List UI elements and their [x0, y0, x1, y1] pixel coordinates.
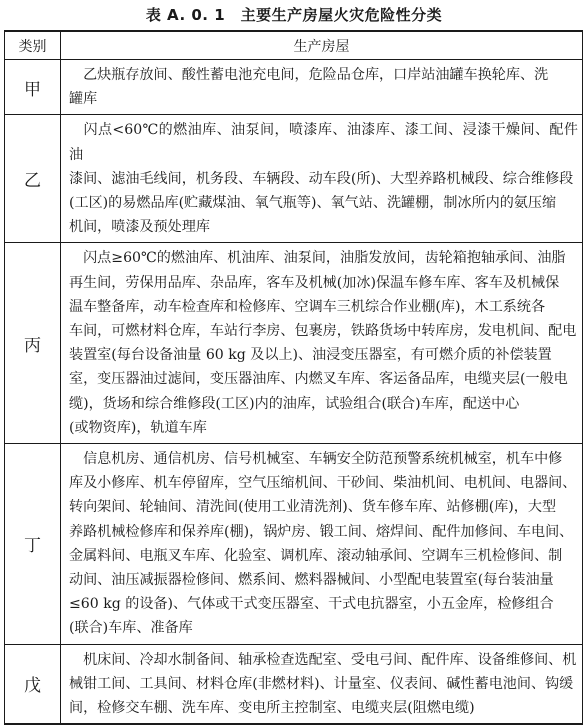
- description-cell: [61, 243, 583, 444]
- table-row-class-wu: [5, 644, 583, 724]
- description-line: 械钳工间、工具间、材料仓库(非燃材料)、计量室、仪表间、碱性蓄电池间、钩缓: [69, 675, 574, 692]
- category-cell: 丁: [5, 444, 61, 645]
- table-row-class-bing: [5, 243, 583, 444]
- description-cell: [61, 444, 583, 645]
- table-row-class-yi: [5, 115, 583, 243]
- category-cell: 甲: [5, 60, 61, 115]
- description-line: 转向架间、轮轴间、清洗间(使用工业清洗剂)、货车修车库、站修棚(库)，大型: [69, 499, 557, 516]
- description-line: 闪点<60℃的燃油库、油泵间，喷漆库、油漆库、漆工间、浸漆干燥间、配件油: [69, 122, 578, 163]
- description-line: (工区)的易燃品库(贮藏煤油、氧气瓶等)、氧气站、洗罐棚，制冰所内的氨压缩: [69, 195, 557, 212]
- description-line: 金属料间、电瓶叉车库、化验室、调机库、滚动轴承间、空调车三机检修间、制: [69, 547, 563, 564]
- description-line: ≤60 kg 的设备)、气体或干式变压器室、干式电抗器室，小五金库，检修组合: [69, 596, 554, 613]
- description-line: 室，变压器油过滤间，变压器油库、内燃叉车库、客运备品库，电缆夹层(一般电: [69, 371, 568, 388]
- description-line: 车间，可燃材料仓库，车站行李房、包裹房，铁路货场中转库房，发电机间、配电: [69, 323, 577, 340]
- description-line: 再生间，劳保用品库、杂品库，客车及机械(加冰)保温车修车库、客车及机械保: [69, 274, 560, 291]
- table-title: 表 A. 0. 1 主要生产房屋火灾危险性分类: [145, 6, 443, 24]
- description-cell: [61, 115, 583, 243]
- description-line: 机间，喷漆及预处理库: [69, 219, 210, 236]
- description-line: 动间、油压减振器检修间、燃系间、燃料器械间、小型配电装置室(每台装油量: [69, 572, 554, 589]
- description-line: 装置室(每台设备油量 60 kg 及以上)、油浸变压器室，有可燃介质的补偿装置: [69, 347, 552, 364]
- description-line: 漆间、滤油毛线间，机务段、车辆段、动车段(所)、大型养路机械段、综合维修段: [69, 170, 574, 187]
- description-line: (或物资库)，轨道车库: [69, 419, 207, 436]
- description-line: (联合)车库、准备库: [69, 620, 193, 637]
- fire-hazard-classification-table: [4, 30, 583, 725]
- category-cell: 丙: [5, 243, 61, 444]
- description-cell: [61, 60, 583, 115]
- description-line: 闪点≥60℃的燃油库、机油库、油泵间，油脂发放间，齿轮箱抱轴承间、油脂: [69, 250, 566, 267]
- header-category: 类别: [5, 31, 61, 60]
- description-line: 间，检修交车棚、洗车库、变电所主控制室、电缆夹层(阻燃电缆): [69, 700, 475, 717]
- description-line: 信息机房、通信机房、信号机械室、车辆安全防范预警系统机械室，机车中修: [69, 451, 563, 468]
- table-row-class-ding: [5, 444, 583, 645]
- description-line: 乙炔瓶存放间、酸性蓄电池充电间，危险品仓库，口岸站油罐车换轮库、洗: [69, 67, 549, 83]
- description-line: 缆)，货场和综合维修段(工区)内的油库，试验组合(联合)车库，配送中心: [69, 395, 520, 412]
- description-line: 养路机械检修库和保养库(棚)，锅炉房、锻工间、熔焊间、配件加修间、车电间、: [69, 523, 574, 540]
- description-line: 库及小修库、机车停留库，空气压缩机间、干砂间、柴油机间、电机间、电器间、: [69, 475, 577, 492]
- description-line: 温车整备库，动车检查库和检修库、空调车三机综合作业棚(库)，木工系统各: [69, 298, 546, 315]
- description-cell: [61, 644, 583, 724]
- table-header-row: [5, 31, 583, 60]
- category-cell: 戊: [5, 644, 61, 724]
- category-cell: 乙: [5, 115, 61, 243]
- table-row-class-jia: [5, 60, 583, 115]
- header-production-building: 生产房屋: [61, 31, 583, 60]
- description-line: 机床间、冷却水制备间、轴承检查选配室、受电弓间、配件库、设备维修间、机: [69, 651, 577, 668]
- description-line: 罐库: [69, 91, 98, 108]
